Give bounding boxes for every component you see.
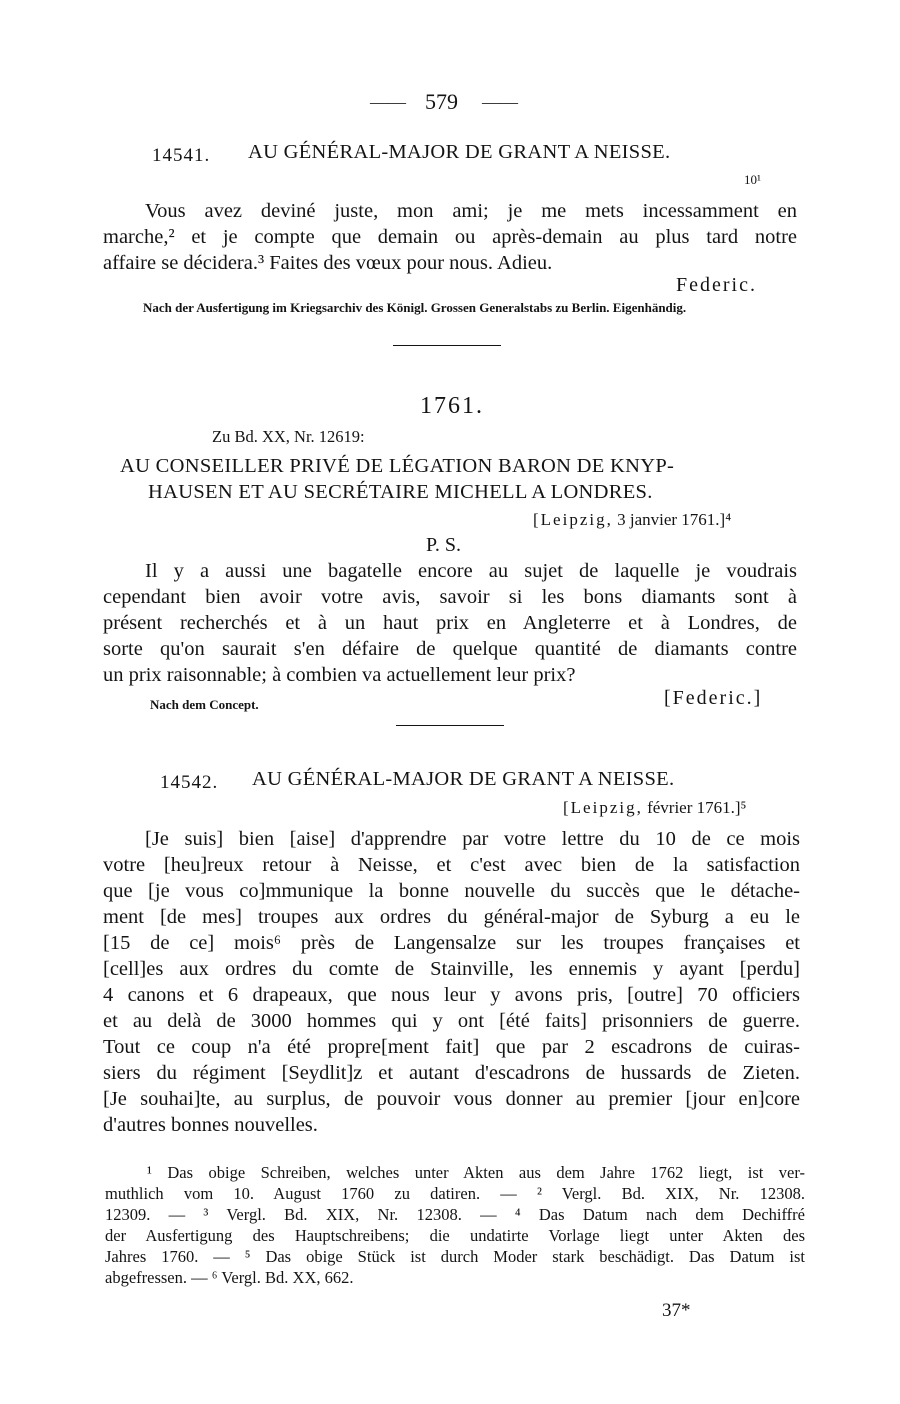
- page-number-dash-left: ——: [370, 92, 406, 112]
- letter-body: [103, 558, 797, 688]
- signature-mark: 37*: [662, 1300, 691, 1321]
- text-line: affaire se décidera.³ Faites des vœux pour nous. Adieu.: [103, 252, 553, 274]
- text-line: 4 canons et 6 drapeaux, que nous leur y avons pris, [outre] 70 officiers: [103, 984, 800, 1006]
- footnote-line: ¹ Das obige Schreiben, welches unter Akten aus dem Jahre 1762 liegt, ist ver-: [147, 1163, 805, 1182]
- date-place: [Leipzig,: [563, 798, 643, 817]
- letter-number: 14542.: [160, 772, 219, 793]
- letter-heading: HAUSEN ET AU SECRÉTAIRE MICHELL A LONDRES.: [148, 481, 653, 503]
- source-note: Nach der Ausfertigung im Kriegsarchiv des Königl. Grossen Generalstabs zu Berlin. Eigenhändig.: [143, 300, 687, 315]
- text-line: [Je suis] bien [aise] d'apprendre par votre lettre du 10 de ce mois: [145, 828, 800, 850]
- text-line: [15 de ce] mois⁶ près de Langensalze sur les troupes françaises et: [103, 932, 800, 954]
- footnotes: [105, 1162, 805, 1288]
- letter-date: [533, 510, 731, 530]
- text-line: siers du régiment [Seydlit]z et autant d'escadrons de hussards de Zieten.: [103, 1062, 800, 1084]
- section-divider: [393, 345, 501, 346]
- section-divider: [396, 725, 504, 726]
- text-line: marche,² et je compte que demain ou après-demain au plus tard notre: [103, 226, 797, 248]
- source-note: Nach dem Concept.: [150, 697, 259, 712]
- letter-body: [103, 198, 797, 276]
- footnote-line: 12309. — ³ Vergl. Bd. XIX, Nr. 12308. — ⁴ Das Datum nach dem Dechiffré: [105, 1205, 805, 1224]
- date-rest: février 1761.]⁵: [647, 798, 747, 817]
- text-line: [cell]es aux ordres du comte de Stainville, les ennemis y ayant [perdu]: [103, 958, 800, 980]
- letter-number: 14541.: [152, 145, 211, 166]
- signature: [Federic.]: [664, 687, 763, 709]
- letter-heading: AU GÉNÉRAL-MAJOR DE GRANT A NEISSE.: [248, 141, 671, 163]
- text-line: un prix raisonnable; à combien va actuellement leur prix?: [103, 664, 576, 686]
- page-number: 579: [425, 89, 458, 114]
- date-place: [Leipzig,: [533, 510, 613, 529]
- year-heading: 1761.: [420, 393, 484, 419]
- text-line: sorte qu'on saurait s'en défaire de quelque quantité de diamants contre: [103, 638, 797, 660]
- text-line: ment [de mes] troupes aux ordres du général-major de Syburg a eu le: [103, 906, 800, 928]
- text-line: Tout ce coup n'a été propre[ment fait] que par 2 escadrons de cuiras-: [103, 1036, 800, 1058]
- text-line: et au delà de 3000 hommes qui y ont [été faits] prisonniers de guerre.: [103, 1010, 800, 1032]
- text-line: présent recherchés et à un haut prix en Angleterre et à Londres, de: [103, 612, 797, 634]
- footnote-line: abgefressen. — ⁶ Vergl. Bd. XX, 662.: [105, 1268, 354, 1287]
- page-number-dash-right: ——: [482, 92, 518, 112]
- text-line: d'autres bonnes nouvelles.: [103, 1114, 318, 1136]
- letter-date: 10¹: [744, 172, 761, 187]
- text-line: [Je souhai]te, au surplus, de pouvoir vous donner au premier [jour en]core: [103, 1088, 800, 1110]
- letter-heading: AU CONSEILLER PRIVÉ DE LÉGATION BARON DE KNYP-: [120, 455, 675, 477]
- text-line: que [je vous co]mmunique la bonne nouvelle du succès que le détache-: [103, 880, 800, 902]
- text-line: Il y a aussi une bagatelle encore au sujet de laquelle je voudrais: [145, 560, 797, 582]
- text-line: cependant bien avoir votre avis, savoir si les bons diamants sont à: [103, 586, 797, 608]
- footnote-line: Jahres 1760. — ⁵ Das obige Stück ist durch Moder stark beschädigt. Das Datum ist: [105, 1247, 805, 1266]
- letter-date: [563, 798, 746, 818]
- date-rest: 3 janvier 1761.]⁴: [617, 510, 732, 529]
- letter-heading: AU GÉNÉRAL-MAJOR DE GRANT A NEISSE.: [252, 768, 675, 790]
- text-line: votre [heu]reux retour à Neisse, et c'est avec bien de la satisfaction: [103, 854, 800, 876]
- signature: Federic.: [676, 274, 757, 296]
- footnote-line: muthlich vom 10. August 1760 zu datiren. — ² Vergl. Bd. XIX, Nr. 12308.: [105, 1184, 805, 1203]
- footnote-line: der Ausfertigung des Hauptschreibens; die undatirte Vorlage liegt unter Akten des: [105, 1226, 805, 1245]
- postscript-label: P. S.: [426, 534, 462, 556]
- text-line: Vous avez deviné juste, mon ami; je me mets incessamment en: [145, 200, 797, 222]
- reference: Zu Bd. XX, Nr. 12619:: [212, 427, 365, 446]
- letter-body: [103, 826, 800, 1138]
